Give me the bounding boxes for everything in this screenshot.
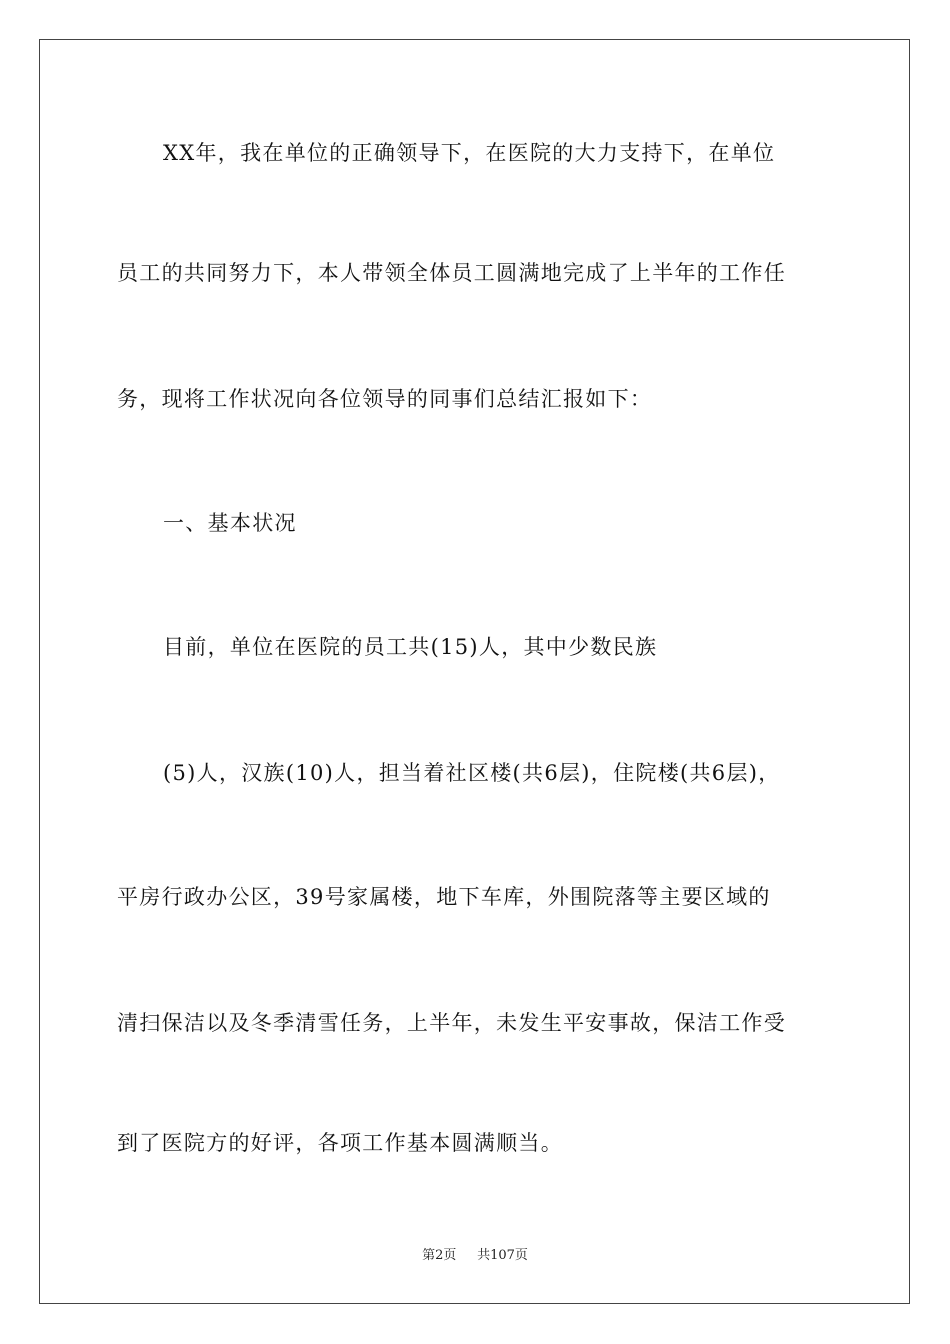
paragraph-line-5: 目前，单位在医院的员工共(15)人，其中少数民族 [163, 635, 658, 659]
page-footer [0, 1247, 950, 1265]
page-number: 第2页 [422, 1248, 457, 1263]
paragraph-line-6: (5)人，汉族(10)人，担当着社区楼(共6层)，住院楼(共6层)， [163, 761, 781, 785]
section-heading: 一、基本状况 [163, 511, 297, 535]
paragraph-line-8: 清扫保洁以及冬季清雪任务，上半年，未发生平安事故，保洁工作受 [117, 1011, 786, 1035]
paragraph-line-3: 务，现将工作状况向各位领导的同事们总结汇报如下： [117, 387, 653, 411]
paragraph-line-7: 平房行政办公区，39号家属楼，地下车库，外围院落等主要区域的 [117, 885, 771, 909]
page-total: 共107页 [477, 1248, 528, 1263]
paragraph-line-1: XX年，我在单位的正确领导下，在医院的大力支持下，在单位 [163, 141, 776, 165]
paragraph-line-9: 到了医院方的好评，各项工作基本圆满顺当。 [117, 1131, 563, 1155]
page-border [39, 39, 910, 1304]
paragraph-line-2: 员工的共同努力下，本人带领全体员工圆满地完成了上半年的工作任 [117, 261, 786, 285]
